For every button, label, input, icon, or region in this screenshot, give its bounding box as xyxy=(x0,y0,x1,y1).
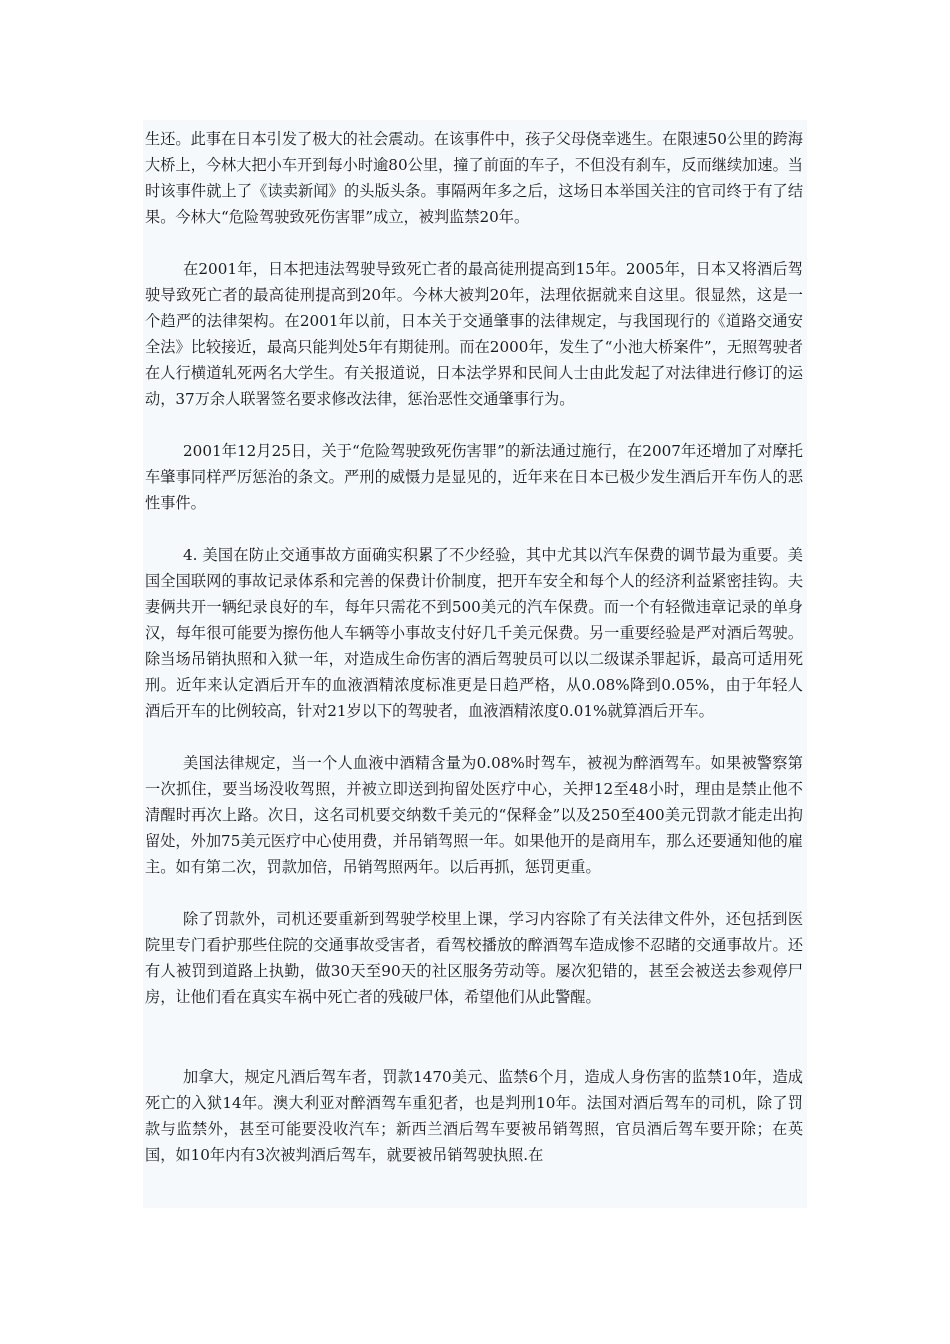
paragraph-2: 在2001年，日本把违法驾驶导致死亡者的最高徒刑提高到15年。2005年，日本又将酒后驾驶导致死亡者的最高徒刑提高到20年。今林大被判20年，法理依据就来自这里。很显然，这是一个趋严的法律架构。在2001年以前，日本关于交通肇事的法律规定，与我国现行的《道路交通安全法》比较接近，最高只能判处5年有期徒刑。而在2000年，发生了“小池大桥案件”，无照驾驶者在人行横道轧死两名大学生。有关报道说，日本法学界和民间人士由此发起了对法律进行修订的运动，37万余人联署签名要求修改法律，惩治恶性交通肇事行为。 xyxy=(145,260,803,408)
paragraph-4: 4. 美国在防止交通事故方面确实积累了不少经验，其中尤其以汽车保费的调节最为重要。美国全国联网的事故记录体系和完善的保费计价制度，把开车安全和每个人的经济利益紧密挂钩。夫妻俩共开一辆纪录良好的车，每年只需花不到500美元的汽车保费。而一个有轻微违章记录的单身汉，每年很可能要为擦伤他人车辆等小事故支付好几千美元保费。另一重要经验是严对酒后驾驶。除当场吊销执照和入狱一年，对造成生命伤害的酒后驾驶员可以以二级谋杀罪起诉，最高可适用死刑。近年来认定酒后开车的血液酒精浓度标准更是日趋严格，从0.08%降到0.05%，由于年轻人酒后开车的比例较高，针对21岁以下的驾驶者，血液酒精浓度0.01%就算酒后开车。 xyxy=(145,546,803,720)
paragraph-5: 美国法律规定，当一个人血液中酒精含量为0.08%时驾车，被视为醉酒驾车。如果被警察第一次抓住，要当场没收驾照，并被立即送到拘留处医疗中心，关押12至48小时，理由是禁止他不清醒时再次上路。次日，这名司机要交纳数千美元的“保释金”以及250至400美元罚款才能走出拘留处，外加75美元医疗中心使用费，并吊销驾照一年。如果他开的是商用车，那么还要通知他的雇主。如有第二次，罚款加倍，吊销驾照两年。以后再抓，惩罚更重。 xyxy=(145,754,803,876)
paragraph-1: 生还。此事在日本引发了极大的社会震动。在该事件中，孩子父母侥幸逃生。在限速50公里的跨海大桥上，今林大把小车开到每小时逾80公里，撞了前面的车子，不但没有刹车，反而继续加速。当时该事件就上了《读卖新闻》的头版头条。事隔两年多之后，这场日本举国关注的官司终于有了结果。今林大“危险驾驶致死伤害罪”成立，被判监禁20年。 xyxy=(145,130,803,226)
document-body xyxy=(143,120,807,1208)
blank-gap xyxy=(145,1036,803,1064)
paragraph-3: 2001年12月25日，关于“危险驾驶致死伤害罪”的新法通过施行，在2007年还增加了对摩托车肇事同样严厉惩治的条文。严刑的威慑力是显见的，近年来在日本已极少发生酒后开车伤人的恶性事件。 xyxy=(145,442,803,512)
paragraph-7: 加拿大，规定凡酒后驾车者，罚款1470美元、监禁6个月，造成人身伤害的监禁10年，造成死亡的入狱14年。澳大利亚对醉酒驾车重犯者，也是判刑10年。法国对酒后驾车的司机，除了罚款与监禁外，甚至可能要没收汽车；新西兰酒后驾车要被吊销驾照，官员酒后驾车要开除；在英国，如10年内有3次被判酒后驾车，就要被吊销驾驶执照.在 xyxy=(145,1068,803,1164)
paragraph-6: 除了罚款外，司机还要重新到驾驶学校里上课，学习内容除了有关法律文件外，还包括到医院里专门看护那些住院的交通事故受害者，看驾校播放的醉酒驾车造成惨不忍睹的交通事故片。还有人被罚到道路上执勤，做30天至90天的社区服务劳动等。屡次犯错的，甚至会被送去参观停尸房，让他们看在真实车祸中死亡者的残破尸体，希望他们从此警醒。 xyxy=(145,910,803,1006)
